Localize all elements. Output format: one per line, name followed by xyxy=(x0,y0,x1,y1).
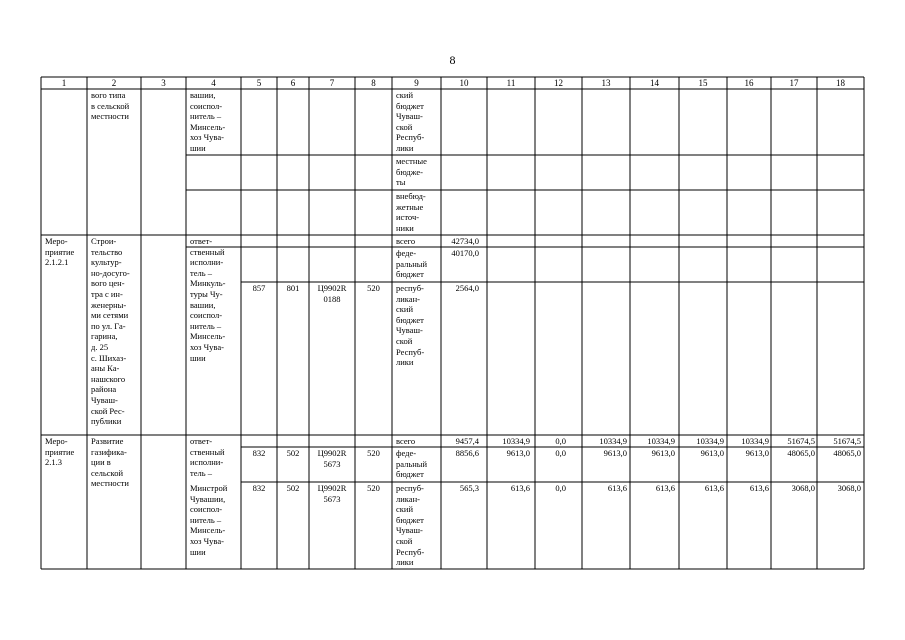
measure-id: Меро- приятие 2.1.3 xyxy=(45,436,75,468)
amount-cell: 10334,9 xyxy=(502,436,530,446)
code-expense: 520 xyxy=(367,448,380,458)
executor-top: ответ- ственный исполни- тель – xyxy=(190,436,225,478)
source-label: респуб- ликан- ский бюджет Чуваш- ской Респуб- лики xyxy=(396,283,425,368)
amount-cell: 42734,0 xyxy=(451,236,479,246)
code-expense: 520 xyxy=(367,483,380,493)
column-header: 6 xyxy=(290,78,296,88)
amount-cell: 40170,0 xyxy=(451,248,479,258)
measure-name: Развитие газифика- ции в сельской местности xyxy=(91,436,129,489)
amount-cell: 613,6 xyxy=(655,483,675,493)
amount-cell: 3068,0 xyxy=(837,483,861,493)
source-label: респуб- ликан- ский бюджет Чуваш- ской Респуб- лики xyxy=(396,483,425,568)
column-header: 10 xyxy=(459,78,469,88)
amount-cell: 10334,9 xyxy=(599,436,627,446)
code-target: Ц9902R 5673 xyxy=(317,483,347,504)
amount-cell: 10334,9 xyxy=(696,436,724,446)
amount-cell: 8856,6 xyxy=(455,448,479,458)
source-label: феде- ральный бюджет xyxy=(396,248,428,280)
executor: ответ- ственный исполни- тель – Минкуль- туры Чу- вашии, соиспол- нитель – Минсель- хоз Чува- шии xyxy=(190,236,226,363)
amount-cell: 10334,9 xyxy=(741,436,769,446)
source-label: всего xyxy=(396,236,416,246)
amount-cell: 613,6 xyxy=(749,483,769,493)
amount-cell: 48065,0 xyxy=(787,448,815,458)
measure-name: Строи- тельство культур- но-досуго- вого цен- тра с ин- женерны- ми сетями по ул. Га- гарина, д. 25 с. Шихаз- аны Ка- нашского района Чуваш- ской Рес- публики xyxy=(91,236,130,427)
amount-cell: 51674,5 xyxy=(787,436,815,446)
column-header: 5 xyxy=(256,78,262,88)
amount-cell: 9613,0 xyxy=(745,448,769,458)
amount-cell: 613,6 xyxy=(510,483,530,493)
amount-cell: 0,0 xyxy=(555,448,566,458)
source-republic-cont: ский бюджет Чуваш- ской Респуб- лики xyxy=(396,90,425,153)
amount-cell: 48065,0 xyxy=(833,448,861,458)
code-ministry: 832 xyxy=(252,483,266,493)
source-label: феде- ральный бюджет xyxy=(396,448,428,480)
amount-cell: 613,6 xyxy=(704,483,724,493)
column-header: 14 xyxy=(650,78,659,88)
column-header: 7 xyxy=(329,78,335,88)
column-header: 16 xyxy=(744,78,754,88)
column-header: 11 xyxy=(506,78,516,88)
column-header: 2 xyxy=(111,78,117,88)
code-section: 502 xyxy=(286,483,300,493)
source-extra-cont: внебюд- жетные источ- ники xyxy=(396,191,426,233)
code-expense: 520 xyxy=(367,283,380,293)
amount-cell: 10334,9 xyxy=(647,436,675,446)
amount-cell: 9613,0 xyxy=(651,448,675,458)
executor-cont: вашии, соиспол- нитель – Минсель- хоз Чува- шии xyxy=(190,90,226,153)
amount-cell: 613,6 xyxy=(607,483,627,493)
amount-cell: 9613,0 xyxy=(506,448,530,458)
code-ministry: 832 xyxy=(252,448,266,458)
code-target: Ц9902R 0188 xyxy=(317,283,347,304)
measure-name-cont: вого типа в сельской местности xyxy=(91,90,130,122)
amount-cell: 565,3 xyxy=(459,483,479,493)
page-number: 8 xyxy=(449,53,456,67)
column-header: 8 xyxy=(371,78,376,88)
amount-cell: 51674,5 xyxy=(833,436,861,446)
measure-id: Меро- приятие 2.1.2.1 xyxy=(45,236,75,268)
source-local-cont: местные бюдже- ты xyxy=(396,156,427,188)
amount-cell: 3068,0 xyxy=(791,483,815,493)
column-header: 17 xyxy=(789,78,799,88)
amount-cell: 9613,0 xyxy=(700,448,724,458)
column-header: 1 xyxy=(61,78,67,88)
amount-cell: 2564,0 xyxy=(455,283,479,293)
amount-cell: 0,0 xyxy=(555,483,566,493)
column-header: 18 xyxy=(836,78,845,88)
code-ministry: 857 xyxy=(252,283,266,293)
column-header: 13 xyxy=(601,78,611,88)
amount-cell: 9457,4 xyxy=(455,436,479,446)
column-header: 3 xyxy=(161,78,166,88)
source-label: всего xyxy=(396,436,416,446)
amount-cell: 0,0 xyxy=(555,436,566,446)
executor-bottom: Минстрой Чувашии, соиспол- нитель – Минсель- хоз Чува- шии xyxy=(190,483,228,557)
column-header: 4 xyxy=(211,78,216,88)
column-header: 12 xyxy=(554,78,563,88)
code-section: 801 xyxy=(286,283,300,293)
amount-cell: 9613,0 xyxy=(603,448,627,458)
code-target: Ц9902R 5673 xyxy=(317,448,347,469)
column-header: 9 xyxy=(414,78,419,88)
column-header: 15 xyxy=(698,78,708,88)
code-section: 502 xyxy=(286,448,300,458)
